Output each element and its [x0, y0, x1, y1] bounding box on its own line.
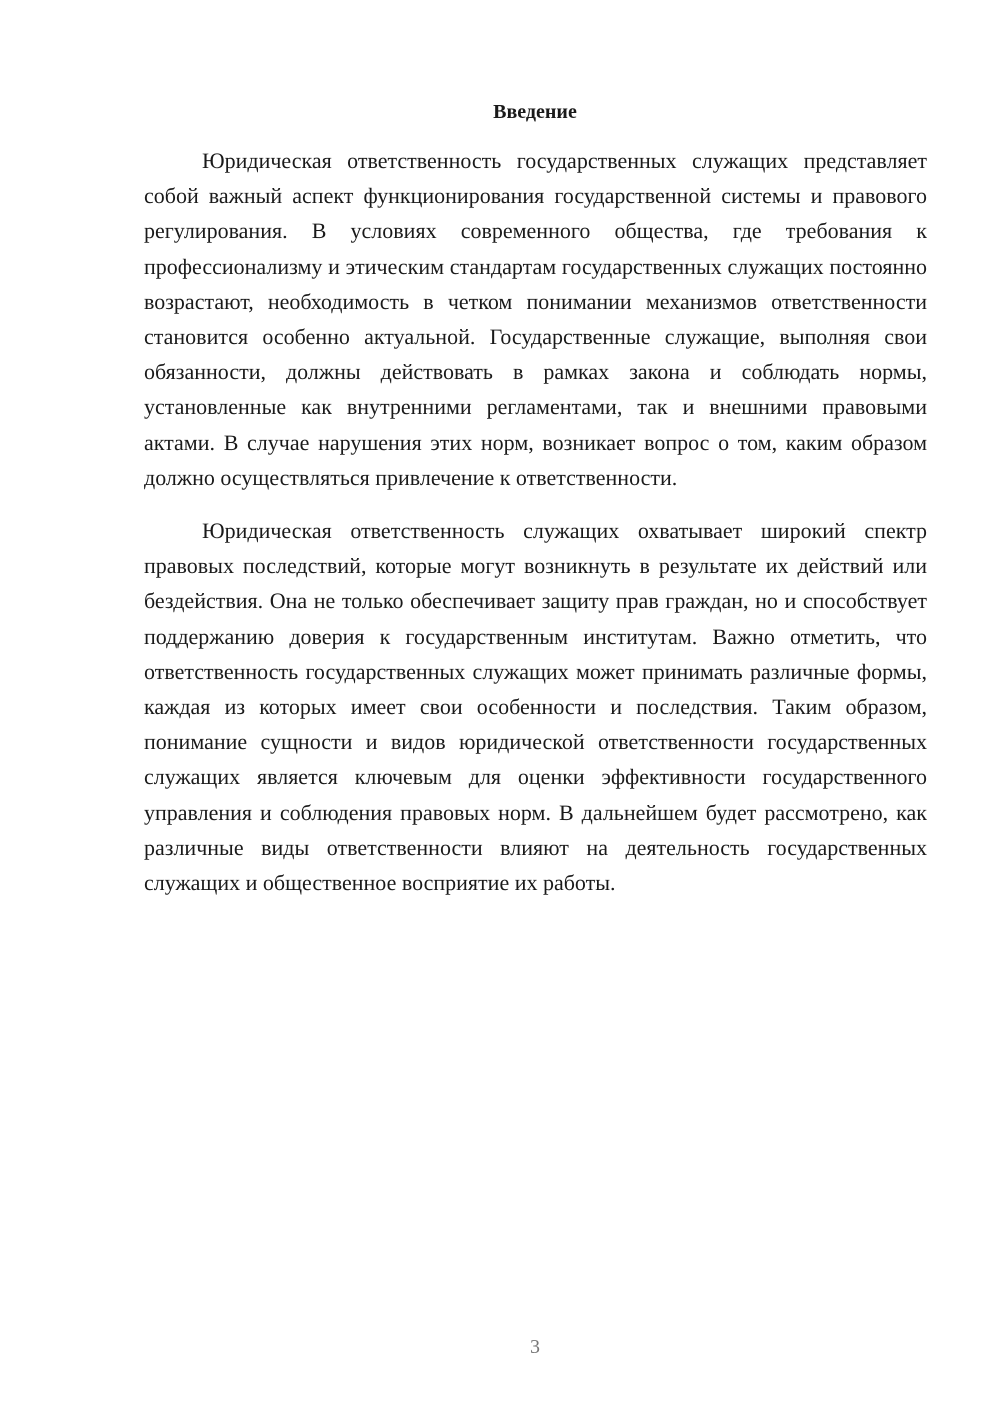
section-title: Введение — [493, 101, 577, 123]
page-number: 3 — [530, 1336, 540, 1358]
document-body — [144, 143, 927, 900]
paragraph-1: Юридическая ответственность государственных служащих представляет собой важный аспект функционирования государственной системы и правового регулирования. В условиях современного общества, где требования к профессионализму и этическим стандартам государственных служащих постоянно возрастают, необходимость в четком понимании механизмов ответственности становится особенно актуальной. Государственные служащие, выполняя свои обязанности, должны действовать в рамках закона и соблюдать нормы, установленные как внутренними регламентами, так и внешними правовыми актами. В случае нарушения этих норм, возникает вопрос о том, каким образом должно осуществляться привлечение к ответственности. — [144, 148, 927, 490]
paragraph-2: Юридическая ответственность служащих охватывает широкий спектр правовых последствий, которые могут возникнуть в результате их действий или бездействия. Она не только обеспечивает защиту прав граждан, но и способствует поддержанию доверия к государственным институтам. Важно отметить, что ответственность государственных служащих может принимать различные формы, каждая из которых имеет свои особенности и последствия. Таким образом, понимание сущности и видов юридической ответственности государственных служащих является ключевым для оценки эффективности государственного управления и соблюдения правовых норм. В дальнейшем будет рассмотрено, как различные виды ответственности влияют на деятельность государственных служащих и общественное восприятие их работы. — [144, 518, 927, 896]
